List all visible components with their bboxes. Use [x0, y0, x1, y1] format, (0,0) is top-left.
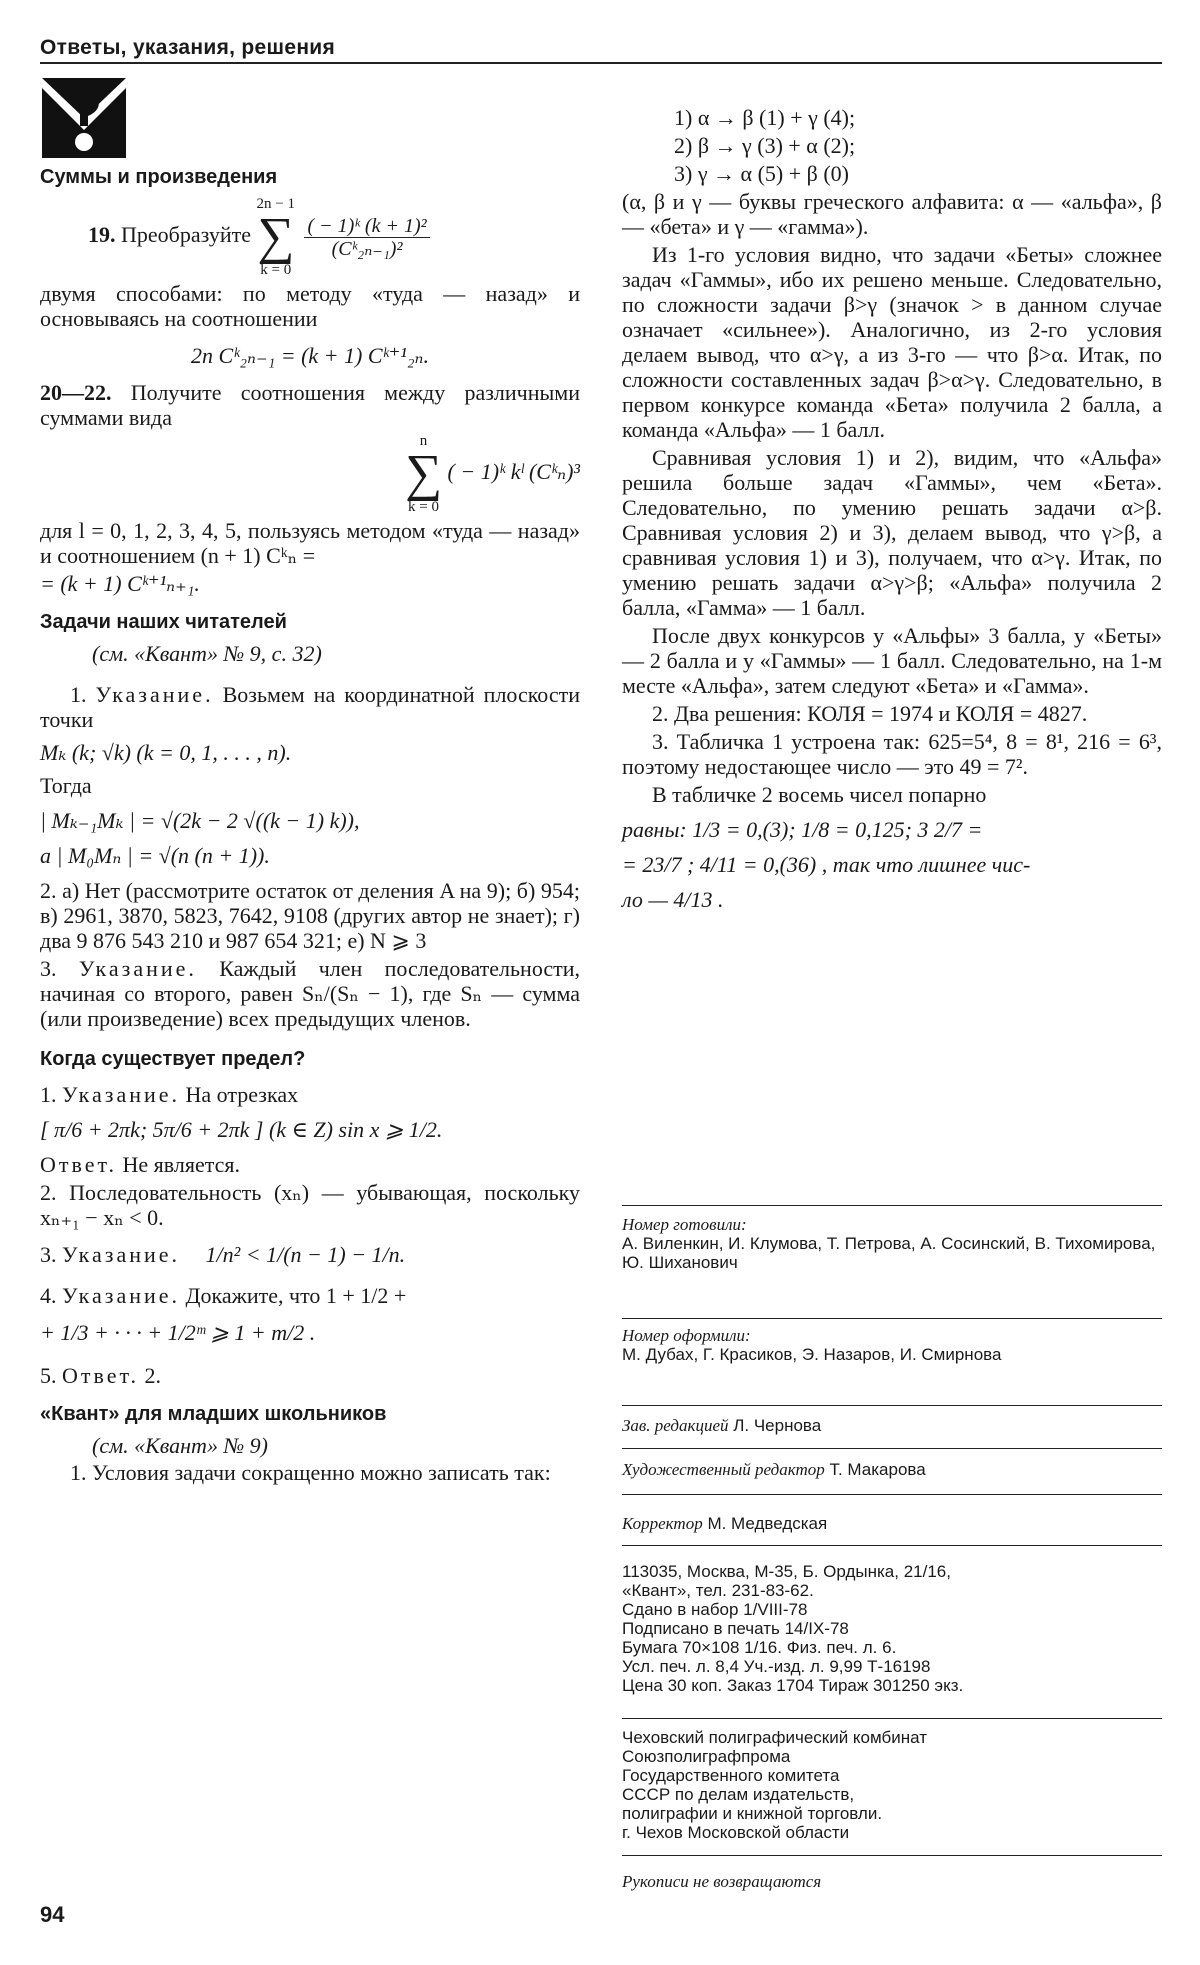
problem-20-sum: n ∑ k = 0 ( − 1)ᵏ kˡ (Cᵏₙ)³	[404, 433, 580, 515]
equalities-2: = 23/7 ; 4/11 = 0,(36) , так что лишнее чис-	[622, 852, 1031, 877]
printer: Чеховский полиграфический комбинат Союзполиграфпрома Государственного комитета СССР по делам издательств, полиграфии и книжной торговли. г. Чехов Московской области	[622, 1728, 927, 1842]
condition-2: 2) β → γ (3) + α (2);	[674, 133, 856, 158]
problem-19-text: двумя способами: по методу «туда — назад» и основываясь на соотношении	[40, 281, 580, 331]
credits-corrector: Корректор М. Медведская	[622, 1514, 828, 1533]
footer-note: Рукописи не возвращаются	[622, 1872, 822, 1891]
credits-prepared: Номер готовили: А. Виленкин, И. Клумова, Т. Петрова, А. Сосинский, В. Тихомирова, Ю. Шиханович	[622, 1215, 1156, 1272]
header-rule	[40, 62, 1162, 64]
section-title-limit: Когда существует предел?	[40, 1048, 306, 1070]
credits-rule	[622, 1545, 1162, 1546]
right-column	[622, 105, 1162, 922]
reader-points: Mₖ (k; √k) (k = 0, 1, . . . , n).	[40, 740, 292, 765]
limit-formula-1: [ π/6 + 2πk; 5π/6 + 2πk ] (k ∈ Z) sin x ⩾ 1/2.	[40, 1117, 443, 1142]
formula-19: 2n Cᵏ₂ₙ₋₁ = (k + 1) Cᵏ⁺¹₂ₙ.	[191, 343, 429, 368]
sum-limits: 2n − 1 ∑ k = 0	[256, 196, 295, 278]
imprint: 113035, Москва, М-35, Б. Ордынка, 21/16, «Квант», тел. 231-83-62. Сдано в набор 1/VIII-78 Подписано в печать 14/IX-78 Бумага 70×108 1/16. Физ. печ. л. 6. Усл. печ. л. 8,4 Уч.-изд. л. 9,99 Т-16198 Цена 30 коп. Заказ 1704 Тираж 301250 экз.	[622, 1562, 964, 1695]
limit-answer-1-result: Ответ. Не является.	[40, 1152, 240, 1177]
credits-rule	[622, 1718, 1162, 1719]
credits-rule	[622, 1448, 1162, 1449]
problem-20-text: для l = 0, 1, 2, 3, 4, 5, пользуясь методом «туда — назад» и соотношением (n + 1) Cᵏₙ =	[40, 518, 580, 568]
page-header: Ответы, указания, решения	[40, 36, 336, 59]
solution-para-1: Из 1-го условия видно, что задачи «Беты» сложнее задач «Гаммы», ибо их решено меньше. Следовательно, по сложности задачи β>γ (значок > в данном случае означает «сильнее»). Аналогично, из 2-го условия делаем вывод, что α>γ, а из 3-го — что β>α. Итак, по сложности составленных задач β>α>γ. Следовательно, в первом конкурсе команда «Бета» получила 2 балла, а команда «Альфа» — 1 балл.	[622, 242, 1162, 442]
greek-note: (α, β и γ — буквы греческого алфавита: α — «альфа», β — «бета» и γ — «гамма»).	[622, 189, 1162, 239]
condition-3: 3) γ → α (5) + β (0)	[674, 161, 849, 186]
credits-rule	[622, 1405, 1162, 1406]
limit-answer-5: 5. Ответ. 2.	[40, 1363, 161, 1388]
condition-1: 1) α → β (1) + γ (4);	[674, 105, 856, 130]
solution-para-5: 3. Табличка 1 устроена так: 625=5⁴, 8 = 8¹, 216 = 6³, поэтому недостающее число — это 49 = 7².	[622, 729, 1162, 779]
credits-art: Художественный редактор Т. Макарова	[622, 1460, 926, 1479]
credits-editor: Зав. редакцией Л. Чернова	[622, 1416, 822, 1435]
sigma-icon: ∑	[257, 208, 295, 265]
left-column	[40, 95, 580, 1488]
solution-para-3: После двух конкурсов у «Альфы» 3 балла, у «Беты» — 2 балла и у «Гаммы» — 1 балл. Следовательно, на 1-м месте «Альфа», затем следуют «Бета» и «Гамма».	[622, 623, 1162, 698]
solution-para-2: Сравнивая условия 1) и 2), видим, что «Альфа» решила больше задач «Гаммы», чем «Бета». Следовательно, по умению решать задачи α>β. Сравнивая условия 2) и 3), делаем вывод, что γ>β, а сравнивая условия 1) и 3), получаем, что α>γ. Итак, по умению решать задачи α>γ>β; «Альфа» получила 2 балла, «Гамма» — 1 балл.	[622, 445, 1162, 620]
limit-answer-4: 4. Указание. Докажите, что 1 + 1/2 +	[40, 1283, 407, 1308]
reader-answer-1: 1. Указание. Возьмем на координатной плоскости точки	[40, 682, 581, 732]
section-title-readers: Задачи наших читателей	[40, 611, 287, 633]
junior-answer-1: 1. Условия задачи сокращенно можно записать так:	[70, 1460, 551, 1485]
limit-answer-1: 1. Указание. На отрезках	[40, 1082, 299, 1107]
credits-design: Номер оформили: М. Дубах, Г. Красиков, Э. Назаров, И. Смирнова	[622, 1326, 1002, 1364]
section-sub-juniors: (см. «Квант» № 9)	[92, 1433, 269, 1458]
credits-rule	[622, 1318, 1162, 1319]
credits-rule	[622, 1205, 1162, 1206]
equalities-1: равны: 1/3 = 0,(3); 1/8 = 0,125; 3 2/7 =	[622, 817, 983, 842]
section-title-sums: Суммы и произведения	[40, 166, 278, 188]
credits-rule	[622, 1494, 1162, 1495]
section-sub-readers: (см. «Квант» № 9, с. 32)	[92, 641, 322, 666]
credits-rule	[622, 1855, 1162, 1856]
solution-para-4: 2. Два решения: КОЛЯ = 1974 и КОЛЯ = 4827.	[652, 701, 1088, 726]
sigma-icon: ∑	[404, 445, 443, 502]
fraction-19: $\frac{\text{( − 1)ᵏ (k + 1)²}}{\text{(Cᵏ₂ₙ₋₁)²}}$	[304, 215, 429, 260]
page-number: 94	[40, 1902, 65, 1927]
problem-20-formula: = (k + 1) Cᵏ⁺¹ₙ₊₁.	[40, 571, 200, 596]
reader-answer-2: 2. а) Нет (рассмотрите остаток от деления A на 9); б) 954; в) 2961, 3870, 5823, 7642, 9108 (других автор не знает); г) два 9 876 543 210 и 987 654 321; е) N ⩾ 3	[40, 878, 580, 953]
reader-formula-1: | Mₖ₋₁Mₖ | = √(2k − 2 √((k − 1) k)),	[40, 808, 360, 833]
solution-para-6: В табличке 2 восемь чисел попарно	[652, 782, 987, 807]
problem-19: 19. Преобразуйте 2n − 1 ∑ k = 0 $\frac{\text{( − 1)ᵏ (k + 1)²}}{\text{(Cᵏ₂ₙ₋₁)²}}$	[40, 196, 580, 278]
reader-then: Тогда	[40, 773, 92, 798]
equalities-3: ло — 4/13 .	[622, 887, 724, 912]
reader-formula-2: а | M₀Mₙ | = √(n (n + 1)).	[40, 843, 270, 868]
limit-answer-3: 3. Указание. 1/n² < 1/(n − 1) − 1/n.	[40, 1242, 406, 1267]
section-title-juniors: «Квант» для младших школьников	[40, 1403, 387, 1425]
problem-20-22: 20—22. Получите соотношения между различными суммами вида	[40, 380, 580, 430]
limit-answer-2: 2. Последовательность (xₙ) — убывающая, поскольку xₙ₊₁ − xₙ < 0.	[40, 1180, 580, 1230]
limit-formula-4: + 1/3 + · · · + 1/2ᵐ ⩾ 1 + m/2 .	[40, 1320, 316, 1345]
reader-answer-3: 3. Указание. Каждый член последовательности, начиная со второго, равен Sₙ/(Sₙ − 1), где Sₙ — сумма (или произведение) всех предыдущих членов.	[40, 956, 581, 1031]
